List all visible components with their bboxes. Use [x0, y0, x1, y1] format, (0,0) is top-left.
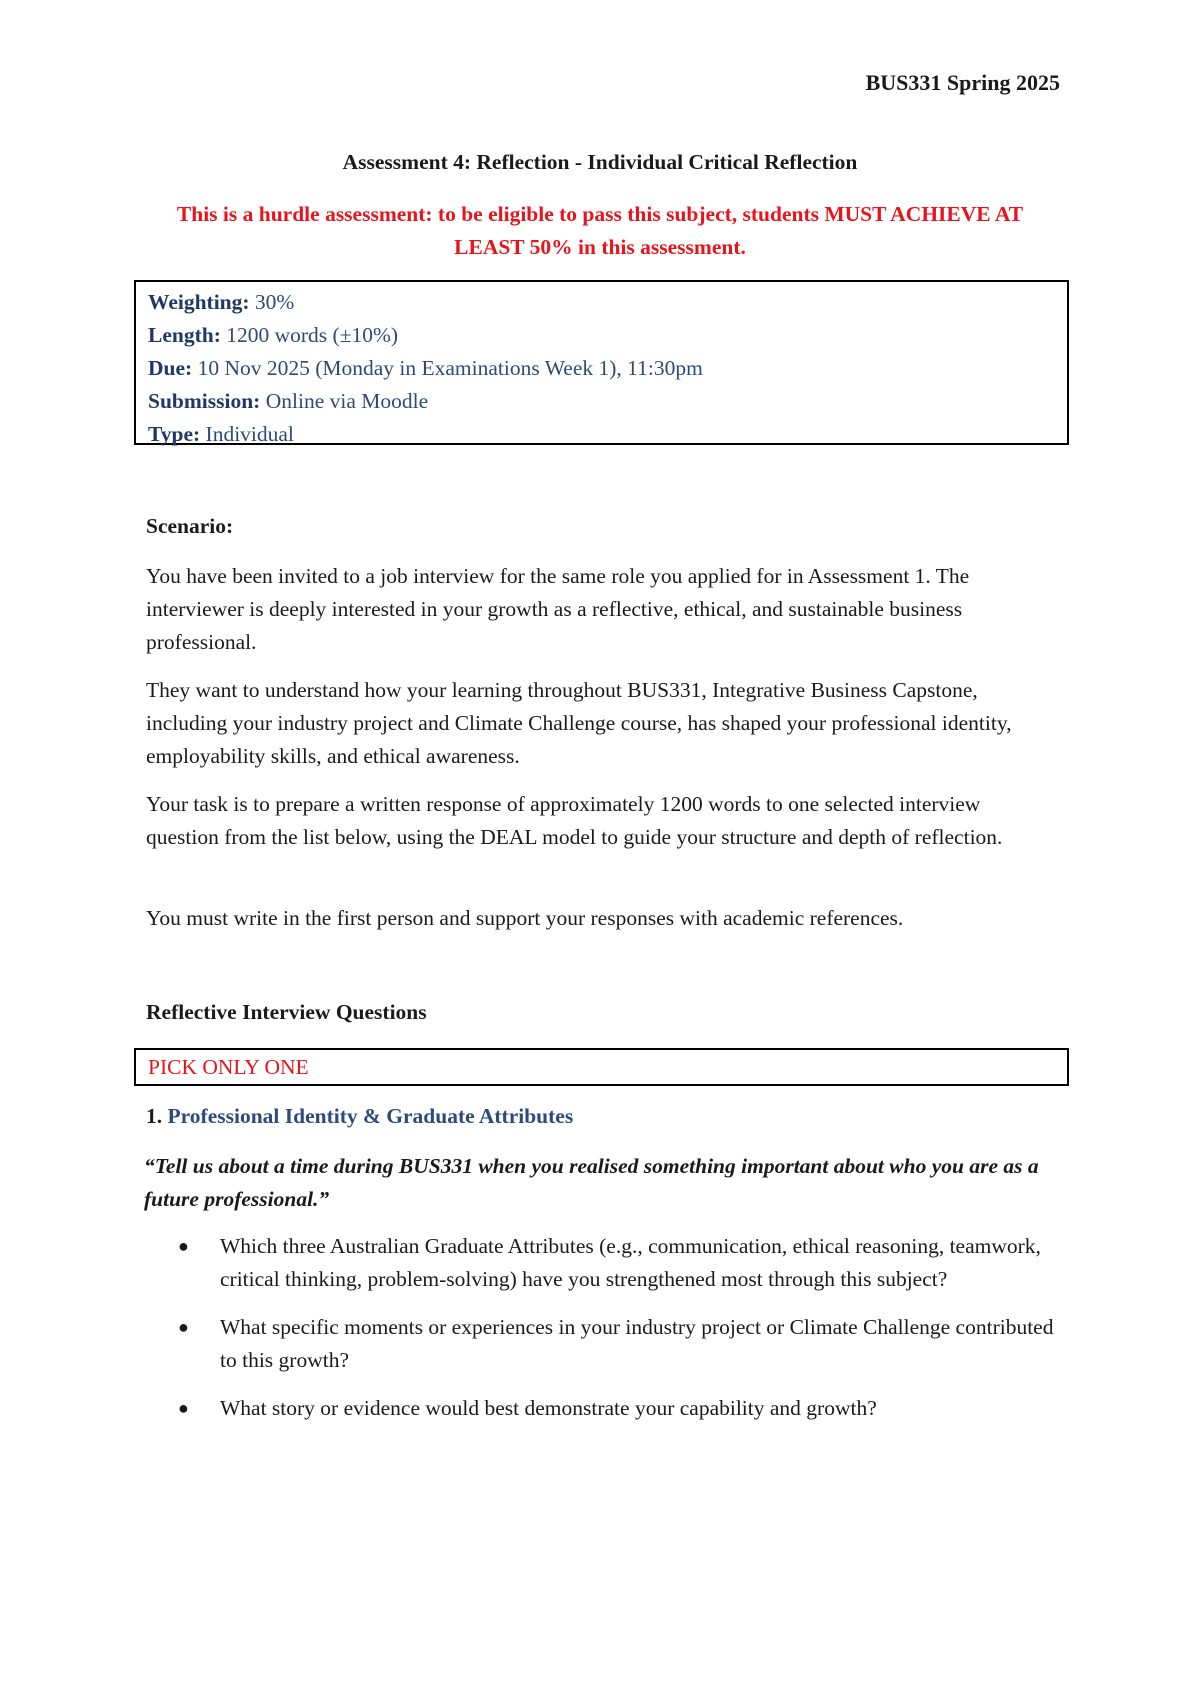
info-value: 10 Nov 2025 (Monday in Examinations Week 1), 11:30pm — [192, 356, 703, 380]
info-value: 1200 words (±10%) — [220, 323, 399, 347]
scenario-paragraph: You must write in the first person and support your responses with academic references. — [146, 906, 904, 930]
list-item — [170, 1311, 1060, 1377]
prompt-text: What story or evidence would best demonstrate your capability and growth? — [220, 1396, 877, 1420]
info-type — [148, 418, 1055, 451]
question-1-prompts — [170, 1230, 1060, 1440]
course-term-header: BUS331 Spring 2025 — [865, 70, 1060, 95]
info-value: Online via Moodle — [260, 389, 429, 413]
bullet-icon: ● — [178, 1398, 189, 1418]
info-label: Weighting: — [148, 290, 250, 314]
info-submission — [148, 385, 1055, 418]
prompt-text: What specific moments or experiences in your industry project or Climate Challenge contributed to this growth? — [220, 1315, 1054, 1372]
assessment-info-box — [134, 280, 1069, 445]
assessment-title: Assessment 4: Reflection - Individual Critical Reflection — [342, 150, 858, 174]
pick-only-one-label: PICK ONLY ONE — [148, 1055, 309, 1079]
info-weighting — [148, 286, 1055, 319]
info-due — [148, 352, 1055, 385]
bullet-icon: ● — [178, 1317, 189, 1337]
scenario-heading: Scenario: — [146, 514, 234, 538]
question-title: Professional Identity & Graduate Attributes — [162, 1104, 574, 1128]
question-1-quote: “Tell us about a time during BUS331 when you realised something important about who you are as a future professional.” — [144, 1154, 1039, 1211]
prompt-text: Which three Australian Graduate Attributes (e.g., communication, ethical reasoning, teamwork, critical thinking, problem-solving) have you strengthened most through this subject? — [220, 1234, 1041, 1291]
info-label: Submission: — [148, 389, 261, 413]
pick-only-one-box — [134, 1048, 1069, 1086]
info-label: Due: — [148, 356, 193, 380]
scenario-paragraph: They want to understand how your learning throughout BUS331, Integrative Business Capstone, including your industry project and Climate Challenge course, has shaped your professional identity, employability skills, and ethical awareness. — [146, 678, 1012, 768]
question-number: 1. — [146, 1104, 163, 1128]
scenario-paragraph: Your task is to prepare a written response of approximately 1200 words to one selected interview question from the list below, using the DEAL model to guide your structure and depth of reflection. — [146, 792, 1003, 849]
info-label: Type: — [148, 422, 201, 446]
list-item — [170, 1392, 1060, 1425]
info-value: 30% — [249, 290, 295, 314]
scenario-paragraph: You have been invited to a job interview for the same role you applied for in Assessment 1. The interviewer is deeply interested in your growth as a reflective, ethical, and sustainable business professional. — [146, 564, 970, 654]
info-value: Individual — [200, 422, 294, 446]
list-item — [170, 1230, 1060, 1296]
question-1-heading — [146, 1104, 573, 1129]
info-length — [148, 319, 1055, 352]
info-label: Length: — [148, 323, 221, 347]
bullet-icon: ● — [178, 1236, 189, 1256]
questions-heading: Reflective Interview Questions — [146, 1000, 427, 1024]
hurdle-notice: This is a hurdle assessment: to be eligible to pass this subject, students MUST ACHIEVE AT LEAST 50% in this assessment. — [176, 202, 1024, 259]
